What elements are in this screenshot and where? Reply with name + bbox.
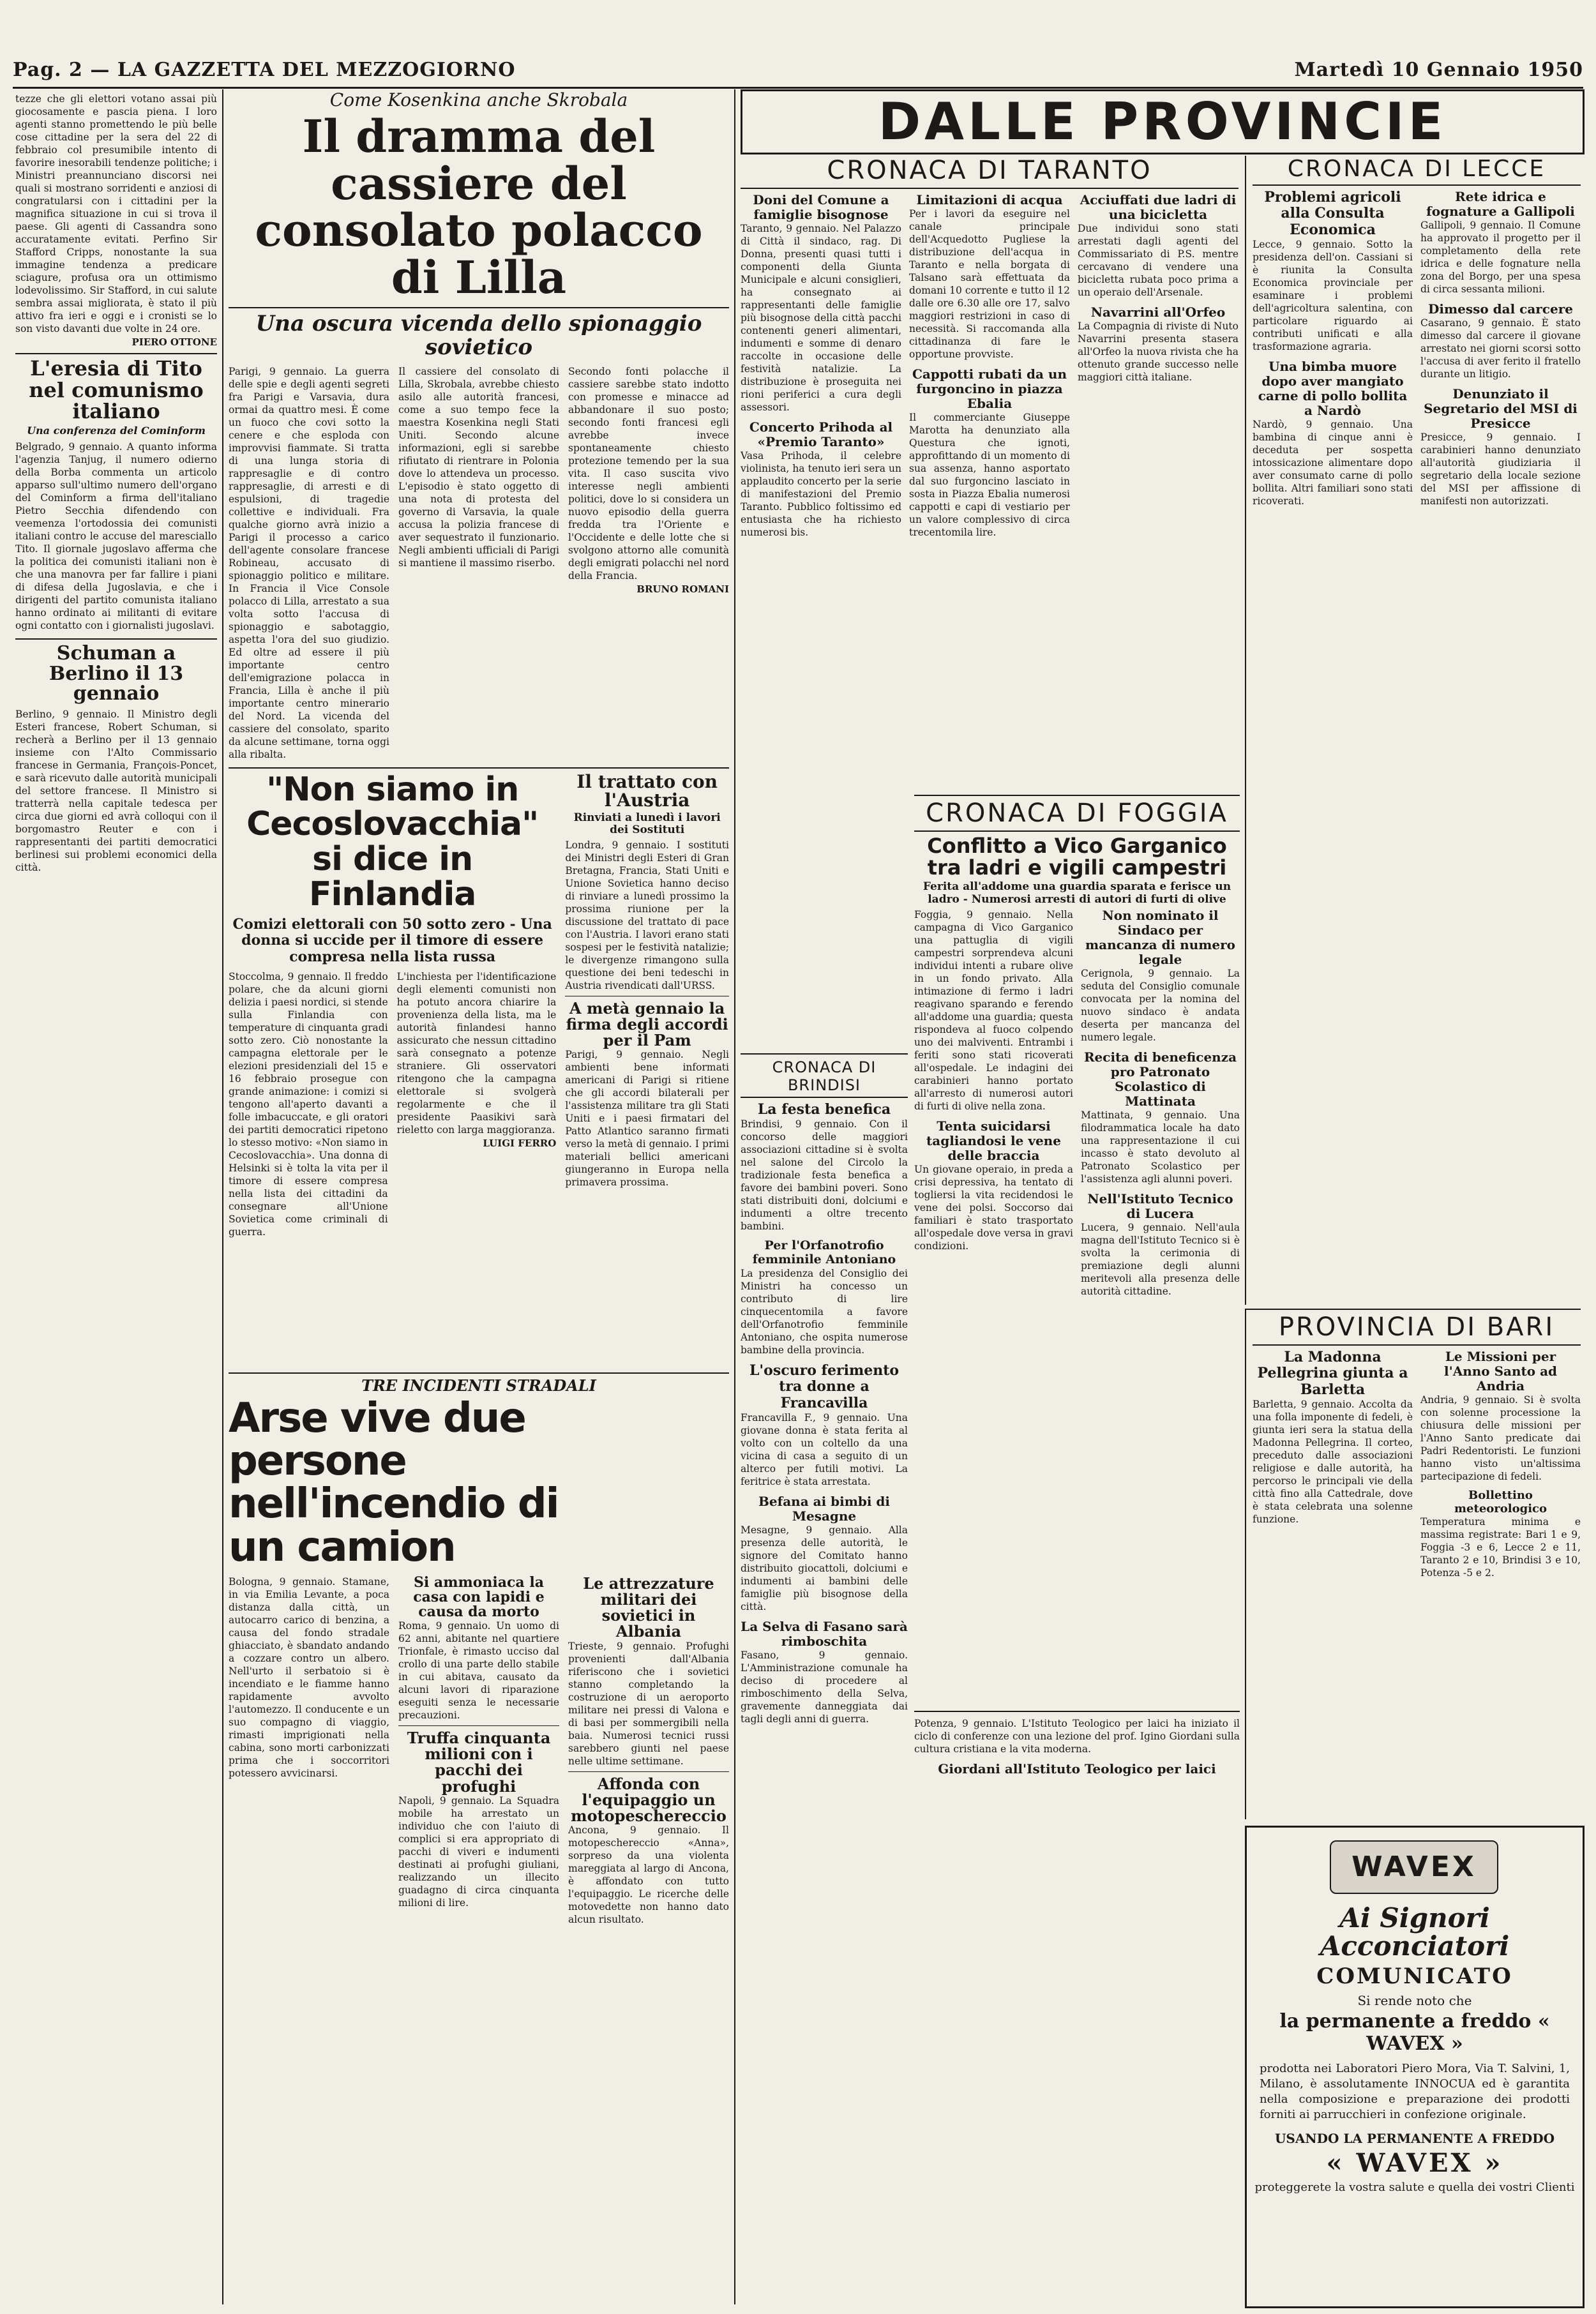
news-text: Mesagne, 9 gennaio. Alla presenza delle autorità, le signore del Comitato hanno distribuito giocattoli, dolciumi e indumenti ai bambini delle famiglie più bisognose della città. — [741, 1524, 908, 1612]
news-item — [1253, 1349, 1413, 1579]
byline: LUIGI FERRO — [483, 1138, 557, 1150]
headline-austria: Il trattato con l'Austria — [576, 770, 718, 811]
section-header-lecce: CRONACA DI LECCE — [1287, 156, 1546, 182]
news-text: Il commerciante Giuseppe Marotta ha denunziato alla Questura che ignoti, approfittando di un momento di sua assenza, hanno asportato dal suo furgoncino lasciato in sosta in Piazza Ebalia numerosi cappotti e capi di vestiario per un valore complessivo di circa trecentomila lire. — [909, 412, 1070, 538]
news-text: Gallipoli, 9 gennaio. Il Comune ha approvato il progetto per il completamento della rete idrica e delle fognature nella zona del Borgo, per una spesa di circa sessanta milioni. — [1420, 220, 1581, 295]
news-item — [741, 193, 901, 539]
news-headline: Le Missioni per l'Anno Santo ad Andria — [1443, 1349, 1558, 1394]
news-headline: Doni del Comune a famiglie bisognose — [753, 192, 889, 222]
subhead-finland: Comizi elettorali con 50 sotto zero - Una donna si uccide per il timore di essere compresa nella lista russa — [232, 916, 552, 965]
news-item — [1253, 190, 1413, 507]
news-text: La Compagnia di riviste di Nuto Navarrini presenta stasera all'Orfeo la nuova rivista che ha ottenuto grande successo nelle maggiori città italiane. — [1078, 320, 1238, 383]
article-text: Stoccolma, 9 gennaio. Il freddo polare, che da alcuni giorni delizia i paesi nordici, si stende sulla Finlandia con temperature di cinquanta gradi sotto zero. Ciò nonostante la campagna elettorale per le elezioni presidenziali del 15 e 16 febbraio prosegue con grande animazione: i comizi si tengono all'aperto davanti a folle imbacuccate, e gli oratori dei partiti democratici ripetono lo stesso motivo: «Non siamo in Cecoslovacchia». Una donna di Helsinki si è tolta la vita per il timore di essere compresa nella lista dei cittadini da consegnare all'Unione Sovietica come criminali di guerra. — [229, 971, 388, 1238]
main-article-col3 — [568, 365, 729, 761]
news-headline: Giordani all'Istituto Teologico per laici — [938, 1761, 1216, 1777]
article-text: Napoli, 9 gennaio. La Squadra mobile ha arrestato un individuo che con l'aiuto di complici si era appropriato di pacchi di viveri e indumenti destinati ai profughi giuliani, realizzando un illecito guadagno di circa cinquanta milioni di lire. — [398, 1794, 559, 1909]
news-text: Brindisi, 9 gennaio. Con il concorso delle maggiori associazioni cittadine si è svolta nel salone del Circolo la tradizionale festa benefica a favore dei bambini poveri. Sono stati distribuiti doni, dolciumi e indumenti a oltre trecento bambini. — [741, 1118, 908, 1233]
article-text: Secondo fonti polacche il cassiere sarebbe stato indotto con promesse e minacce ad abbandonare il suo posto; secondo fonti francesi egli avrebbe invece spontaneamente chiesto protezione temendo per la sua vita. Il caso suscita vivo interesse negli ambienti politici, dove lo si considera un nuovo episodio della guerra fredda tra l'Oriente e l'Occidente e delle lotte che si svolgono attorno alle comunità degli emigrati polacchi nel nord della Francia. — [568, 365, 729, 582]
news-headline: Rete idrica e fognature a Gallipoli — [1426, 189, 1575, 219]
news-headline: Nell'Istituto Tecnico di Lucera — [1087, 1191, 1233, 1222]
finland-article — [229, 772, 556, 1238]
masthead-date: Martedì 10 Gennaio 1950 — [1294, 59, 1583, 81]
news-headline: La festa benefica — [757, 1101, 891, 1118]
column-rule — [734, 89, 735, 2304]
news-text: Taranto, 9 gennaio. Nel Palazzo di Città il sindaco, rag. Di Donna, presenti quasi tutti i componenti della Giunta Municipale e alcuni consiglieri, ha consegnato ai rappresentanti delle famiglie più bisognose della città pacchi contenenti generi alimentari, indumenti e somme di denaro raccolte in occasione delle festività natalizie. La distribuzione è proseguita nei rioni periferici a cura degli assessori. — [741, 223, 901, 413]
foggia-section — [914, 795, 1240, 1702]
headline-main: Il dramma del cassiere del consolato polacco di Lilla — [255, 110, 703, 304]
article-text: Roma, 9 gennaio. Un uomo di 62 anni, abitante nel quartiere Trionfale, è rimasto ucciso dal crollo di una parte dello stabile in cui abitava, causato da alcuni lavori di riparazione eseguiti senza le necessarie precauzioni. — [398, 1620, 559, 1722]
news-text: Barletta, 9 gennaio. Accolta da una folla imponente di fedeli, è giunta ieri sera la statua della Madonna Pellegrina. Il corteo, preceduto dalle associazioni religiose e dalle autorità, ha percorso le principali vie della città fino alla Cattedrale, dove è stata celebrata una solenne funzione. — [1253, 1398, 1413, 1525]
divider — [229, 307, 729, 308]
provinces-banner: DALLE PROVINCIE — [878, 92, 1447, 151]
ad-line2: la permanente a freddo « WAVEX » — [1279, 2010, 1550, 2055]
divider — [1253, 1344, 1581, 1346]
ad-footer3: proteggerete la vostra salute e quella dei vostri Clienti — [1254, 2181, 1575, 2195]
subhead-main: Una oscura vicenda dello spionaggio sovietico — [255, 311, 702, 361]
article-text: Belgrado, 9 gennaio. A quanto informa l'agenzia Tanjug, il numero odierno della Borba commenta un articolo apparso sull'ultimo numero dell'organo del Cominform a firma dell'italiano Pietro Secchia difendendo con veemenza l'ortodossia dei comunisti italiani contro le accuse del maresciallo Tito. Il giornale jugoslavo afferma che la politica dei comunisti italiani non è che una manovra per far fallire i piani di difesa della Jugoslavia, e che i dirigenti del partito comunista italiano hanno ordinato ai militanti di evitare ogni contatto con i giornalisti jugoslavi. — [15, 441, 217, 632]
divider — [229, 767, 729, 769]
headline-tito: L'eresia di Tito nel comunismo italiano — [29, 356, 204, 424]
divider — [398, 1725, 559, 1726]
subhead-tito: Una conferenza del Cominform — [27, 424, 206, 437]
news-headline: L'oscuro ferimento tra donne a Francavilla — [749, 1362, 900, 1411]
headline-finland: "Non siamo in Cecoslovacchia" si dice in Finlandia — [246, 770, 539, 913]
news-headline: Bollettino meteorologico — [1454, 1489, 1547, 1515]
finland-body — [229, 970, 556, 1238]
news-text: Per i lavori da eseguire nel canale principale dell'Acquedotto Pugliese la distribuzione dell'acqua in Taranto e nella borgata di Talsano sarà effettuata da domani 10 corrente e tutto il 12 dalle ore 6.30 alle ore 17, salvo maggiori restrizioni in caso di necessità. Si raccomanda alla cittadinanza di fare le opportune provviste. — [909, 208, 1070, 360]
ad-body: prodotta nei Laboratori Piero Mora, Via T. Salvini, 1, Milano, è assolutamente INNOCUA ed è garantita nella composizione e preparazione dei prodotti forniti ai parrucchieri in confezione originale. — [1260, 2062, 1570, 2122]
news-headline: Navarrini all'Orfeo — [1090, 304, 1226, 320]
news-headline: Recita di beneficenza pro Patronato Scolastico di Mattinata — [1083, 1049, 1237, 1109]
news-headline: Concerto Prihoda al «Premio Taranto» — [749, 419, 893, 449]
headline-motopeschereccio: Affonda con l'equipaggio un motopeschereccio — [571, 1774, 726, 1825]
section-header-foggia: CRONACA DI FOGGIA — [926, 799, 1228, 828]
wavex-logo-text: WAVEX — [1351, 1851, 1477, 1883]
news-text: Presicce, 9 gennaio. I carabinieri hanno denunziato all'autorità giudiziaria il segretario della locale sezione del MSI per affissione di manifesti non autorizzati. — [1420, 432, 1581, 507]
headline-roma: Si ammoniaca la casa con lapidi e causa da morto — [413, 1574, 545, 1620]
news-item — [909, 193, 1070, 539]
section-header-brindisi: CRONACA DI BRINDISI — [772, 1058, 877, 1094]
incidents-body — [229, 1575, 729, 1926]
news-headline: Per l'Orfanotrofio femminile Antoniano — [752, 1238, 896, 1267]
wavex-logo — [1330, 1840, 1498, 1894]
news-text: Cerignola, 9 gennaio. La seduta del Consiglio comunale convocata per la nomina del nuovo sindaco è andata deserta per mancanza del numero legale. — [1081, 968, 1240, 1044]
foggia-grid — [914, 908, 1240, 1298]
article-text: Berlino, 9 gennaio. Il Ministro degli Esteri francese, Robert Schuman, si recherà a Berlino per il 13 gennaio insieme con l'Alto Commissario francese in Germania, François-Poncet, e sarà ricevuto dalle autorità municipali del settore francese. Il Ministro si tratterrà nella capitale tedesca per circa due giorni ed avrà colloqui con il borgomastro Reuter e con i rappresentanti dei partiti democratici berlinesi sui problemi economici della città. — [15, 708, 217, 873]
news-headline: Denunziato il Segretario del MSI di Presicce — [1424, 386, 1577, 431]
incidents-col3 — [568, 1575, 729, 1926]
article-text: L'inchiesta per l'identificazione degli elementi comunisti non ha potuto ancora chiarire la provenienza della lista, ma le autorità finlandesi hanno assicurato che nessun cittadino sarà consegnato a potenze straniere. Gli osservatori ritengono che la campagna elettorale si svolgerà regolarmente e che il presidente Paasikivi sarà rieletto con larga maggioranza. — [396, 971, 557, 1136]
news-text: Nardò, 9 gennaio. Una bambina di cinque anni è deceduta per sospetta intossicazione alimentare dopo aver consumato carne di pollo bollita. Altri familiari sono stati ricoverati. — [1253, 418, 1413, 507]
divider — [229, 1372, 729, 1374]
ad-footer-brand: « WAVEX » — [1326, 2148, 1503, 2179]
news-headline: Befana ai bimbi di Mesagne — [758, 1493, 891, 1524]
provinces-banner-box — [741, 89, 1585, 154]
headline-vico: Conflitto a Vico Garganico tra ladri e vigili campestri — [927, 834, 1227, 880]
news-item — [1078, 193, 1238, 539]
article-text: Il cassiere del consolato di Lilla, Skrobala, avrebbe chiesto asilo alle autorità francesi, come a suo tempo fece la maestra Kosenkina negli Stati Uniti. Secondo alcune informazioni, egli si sarebbe rifiutato di rientrare in Polonia dove lo attendeva un processo. L'episodio è stato oggetto di una nota di protesta del governo di Varsavia, la quale accusa la polizia francese di aver sequestrato il funzionario. Negli ambienti ufficiali di Parigi si mantiene il massimo riserbo. — [398, 365, 559, 569]
headline-incidents: Arse vive due persone nell'incendio di un camion — [229, 1395, 559, 1571]
news-headline: Cappotti rubati da un furgoncino in piazza Ebalia — [912, 366, 1067, 411]
masthead-left: Pag. 2 — LA GAZZETTA DEL MEZZOGIORNO — [13, 59, 516, 81]
news-item — [1081, 908, 1240, 1298]
kicker: Come Kosenkina anche Skrobala — [329, 89, 628, 110]
byline: BRUNO ROMANI — [636, 583, 729, 595]
divider — [741, 188, 1238, 189]
news-text: Foggia, 9 gennaio. Nella campagna di Vico Garganico una pattuglia di vigili campestri sorprendeva alcuni individui intenti a rubare olive in un fondo privato. Alla intimazione di fermo i ladri reagivano sparando e ferendo all'addome una guardia; questa rispondeva al fuoco colpendo uno dei malviventi. Entrambi i feriti sono stati ricoverati all'ospedale. Le indagini dei carabinieri hanno portato all'arresto di numerosi autori di furti di olive nella zona. — [914, 909, 1073, 1113]
article-text: Ancona, 9 gennaio. Il motopeschereccio «Anna», sorpreso da una violenta mareggiata al largo di Ancona, è affondato con tutto l'equipaggio. Le ricerche delle motovedette non hanno dato alcun risultato. — [568, 1824, 729, 1926]
incidents-section — [229, 1372, 729, 2304]
news-headline: Problemi agricoli alla Consulta Economica — [1264, 189, 1401, 238]
news-text: Fasano, 9 gennaio. L'Amministrazione comunale ha deciso di procedere al rimboschimento della Selva, gravemente danneggiata dai tagli degli anni di guerra. — [741, 1649, 908, 1725]
news-item — [1420, 190, 1581, 507]
news-headline: La Madonna Pellegrina giunta a Barletta — [1257, 1349, 1408, 1398]
news-headline: La Selva di Fasano sarà rimboschita — [741, 1618, 908, 1649]
taranto-section — [741, 156, 1238, 794]
news-headline: Dimesso dal carcere — [1428, 301, 1573, 317]
news-headline: Tenta suicidarsi tagliandosi le vene delle braccia — [926, 1118, 1061, 1164]
subhead-austria: Rinviati a lunedì i lavori dei Sostituti — [573, 811, 721, 837]
headline-schuman: Schuman a Berlino il 13 gennaio — [49, 642, 184, 705]
news-text: Lecce, 9 gennaio. Sotto la presidenza dell'on. Cassiani si è riunita la Consulta Economica provinciale per esaminare i problemi dell'agricoltura salentina, con particolare riguardo ai contributi unificati e alla trasformazione agraria. — [1253, 238, 1413, 352]
article-text: tezze che gli elettori votano assai più giocosamente e pascia piena. I loro agenti stanno promettendo le più belle cose cittadine per la sera del 22 di febbraio col presumibile intento di favorire inesorabili tendenze politiche; i Ministri preannunciano discorsi nei quali si mostrano sorridenti e anziosi di congratularsi con i cittadini per la magnifica situazione in cui si trova il paese. Gli agenti di Cassandra sono accuratamente evitati. Perfino Sir Stafford Cripps, nonostante la sua immagine tendenza a predicare sciagure, profusa ora un ottimismo lodevolissimo. Sir Stafford, in cui salute sembra assai migliorata, è stato il più attivo fra ieri e oggi e i cronisti se lo son visto davanti due volte in 24 ore. — [15, 93, 217, 334]
news-text: Un giovane operaio, in preda a crisi depressiva, ha tentato di togliersi la vita recidendosi le vene dei polsi. Soccorso dai familiari è stato trasportato all'ospedale dove versa in gravi condizioni. — [914, 1164, 1073, 1252]
lecce-grid — [1253, 190, 1581, 507]
news-headline: Limitazioni di acqua — [916, 192, 1063, 207]
headline-pam: A metà gennaio la firma degli accordi per il Pam — [566, 998, 728, 1050]
divider — [15, 638, 217, 640]
wavex-advertisement — [1245, 1826, 1585, 2308]
lower-center-block — [229, 772, 729, 1238]
ad-footer: USANDO LA PERMANENTE A FREDDO — [1274, 2131, 1555, 2147]
ad-content — [1247, 1904, 1583, 2197]
taranto-grid — [741, 193, 1238, 539]
article-text: Trieste, 9 gennaio. Profughi provenienti dall'Albania riferiscono che i sovietici stanno completando la costruzione di un aeroporto militare nei pressi di Valona e di basi per sommergibili nella baia. Numerosi tecnici russi sarebbero giunti nel paese nelle ultime settimane. — [568, 1640, 729, 1767]
news-item — [914, 908, 1073, 1298]
article-text: Londra, 9 gennaio. I sostituti dei Ministri degli Esteri di Gran Bretagna, Francia, Stati Uniti e Unione Sovietica hanno deciso di rinviare a lunedì prossimo la prossima riunione per la discussione del trattato di pace con l'Austria. I lavori erano stati sospesi per le festività natalizie; le divergenze rimangono sulla questione dei beni tedeschi in Austria rivendicati dall'URSS. — [565, 839, 729, 991]
section-header-bari: PROVINCIA DI BARI — [1278, 1312, 1555, 1342]
briefs-column — [565, 772, 729, 1238]
news-text: Mattinata, 9 gennaio. Una filodrammatica locale ha dato una rappresentazione il cui incasso è stato devoluto al Patronato Scolastico per l'assistenza agli alunni poveri. — [1081, 1109, 1240, 1185]
news-text: Potenza, 9 gennaio. L'Istituto Teologico per laici ha iniziato il ciclo di conferenze con una lezione del prof. Igino Giordani sulla cultura cristiana e la vita moderna. — [914, 1718, 1240, 1755]
bari-grid — [1253, 1349, 1581, 1579]
headline-truffa: Truffa cinquanta milioni con i pacchi dei profughi — [407, 1729, 551, 1796]
divider — [914, 830, 1240, 832]
news-headline: Una bimba muore dopo aver mangiato carne di pollo bollita a Nardò — [1258, 358, 1408, 418]
column-rule — [222, 89, 223, 2304]
article-text: Parigi, 9 gennaio. Negli ambienti bene informati americani di Parigi si ritiene che gli accordi bilaterali per l'assistenza militare tra gli Stati Uniti e i paesi firmatari del Patto Atlantico saranno firmati verso la metà di gennaio. I primi materiali bellici americani giungeranno in Europa nella primavera prossima. — [565, 1049, 729, 1189]
center-column — [229, 89, 729, 1372]
news-text: La presidenza del Consiglio dei Ministri ha concesso un contributo di lire cinquecentomila a favore dell'Orfanotrofio femminile Antoniano, che ospita numerose bambine della provincia. — [741, 1267, 908, 1356]
masthead — [13, 54, 1583, 89]
divider — [568, 1771, 729, 1772]
news-text: Lucera, 9 gennaio. Nell'aula magna dell'Istituto Tecnico si è svolta la cerimonia di premiazione degli alunni meritevoli alla presenza delle autorità cittadine. — [1081, 1222, 1240, 1298]
article-text: Parigi, 9 gennaio. La guerra delle spie e degli agenti segreti fra Parigi e Varsavia, dura ormai da quattro mesi. È come un fuoco che covi sotto la cenere e che esploda con improvvisi fiammate. Si tratta di una lunga storia di rappresaglie e di contro rappresaglie, di arresti e di espulsioni, di tragedie collettive e individuali. Fra qualche giorno avrà inizio a Parigi il processo a carico dell'agente consolare francese Robineau, accusato di spionaggio politico e militare. In Francia il Vice Console polacco di Lilla, arrestato a sua volta sotto l'accusa di spionaggio e sabotaggio, aspetta l'ora del suo giudizio. Ed oltre ad essere il più importante centro dell'emigrazione polacca in Francia, Lilla è anche il più importante centro minerario del Nord. La vicenda del cassiere del consolato, sparito da alcune settimane, torna oggi alla ribalta. — [229, 365, 389, 760]
news-text: Temperatura minima e massima registrate: Bari 1 e 9, Foggia -3 e 6, Lecce 2 e 11, Taranto 2 e 10, Brindisi 3 e 10, Potenza -5 e 2. — [1420, 1516, 1581, 1579]
lower-provinces-filler — [914, 1711, 1240, 2306]
news-text: Vasa Prihoda, il celebre violinista, ha tenuto ieri sera un applaudito concerto per la serie di manifestazioni del Premio Taranto. Pubblico foltissimo ed entusiasta che ha richiesto numerosi bis. — [741, 450, 901, 538]
bari-section — [1245, 1309, 1581, 1819]
divider — [15, 353, 217, 354]
news-text: Andria, 9 gennaio. Si è svolta con solenne processione la chiusura delle missioni per l'Anno Santo predicate dai Padri Redentoristi. Le funzioni hanno visto un'altissima partecipazione di fedeli. — [1420, 1394, 1581, 1482]
kicker-incidents: TRE INCIDENTI STRADALI — [361, 1376, 596, 1395]
lecce-section — [1245, 156, 1581, 1305]
subhead-vico: Ferita all'addome una guardia sparata e ferisce un ladro - Numerosi arresti di autori di furti di olive — [922, 880, 1231, 906]
byline: PIERO OTTONE — [132, 336, 217, 348]
divider — [741, 1097, 908, 1098]
news-item — [1420, 1349, 1581, 1579]
news-text: Casarano, 9 gennaio. È stato dimesso dal carcere il giovane arrestato nei giorni scorsi sotto l'accusa di aver ferito il fratello durante un litigio. — [1420, 317, 1581, 380]
headline-albania: Le attrezzature militari dei sovietici in Albania — [583, 1574, 714, 1641]
left-column — [15, 93, 217, 2308]
news-text: Due individui sono stati arrestati dagli agenti del Commissariato di P.S. mentre cercavano di vendere una bicicletta rubata poco prima a un operaio dell'Arsenale. — [1078, 223, 1238, 298]
news-text: Francavilla F., 9 gennaio. Una giovane donna è stata ferita al volto con un coltello da una vicina di casa a seguito di un alterco per futili motivi. La feritrice è stata arrestata. — [741, 1411, 908, 1487]
brindisi-section — [741, 1053, 908, 2306]
finland-col2 — [397, 970, 557, 1238]
section-header-taranto: CRONACA DI TARANTO — [827, 156, 1152, 185]
news-headline: Acciuffati due ladri di una bicicletta — [1080, 192, 1237, 222]
article-text: Bologna, 9 gennaio. Stamane, in via Emilia Levante, a poca distanza dalla città, un autocarro carico di benzina, a causa del fondo stradale ghiacciato, è sbandato andando a cozzare contro un albero. Nell'urto il serbatoio si è incendiato e le fiamme hanno rapidamente avvolto l'automezzo. Il conducente e un suo compagno di viaggio, rimasti imprigionati nella cabina, sono morti carbonizzati prima che i soccorritori potessero avvicinarsi. — [229, 1575, 389, 1779]
ad-line1: Si rende noto che — [1357, 1993, 1472, 2009]
news-headline: Non nominato il Sindaco per mancanza di numero legale — [1085, 908, 1235, 968]
main-article-body — [229, 365, 729, 761]
divider — [1253, 184, 1581, 186]
ad-title: Ai Signori Acconciatori — [1320, 1902, 1510, 1962]
incidents-col2 — [398, 1575, 559, 1926]
ad-subtitle: COMUNICATO — [1316, 1964, 1513, 1990]
